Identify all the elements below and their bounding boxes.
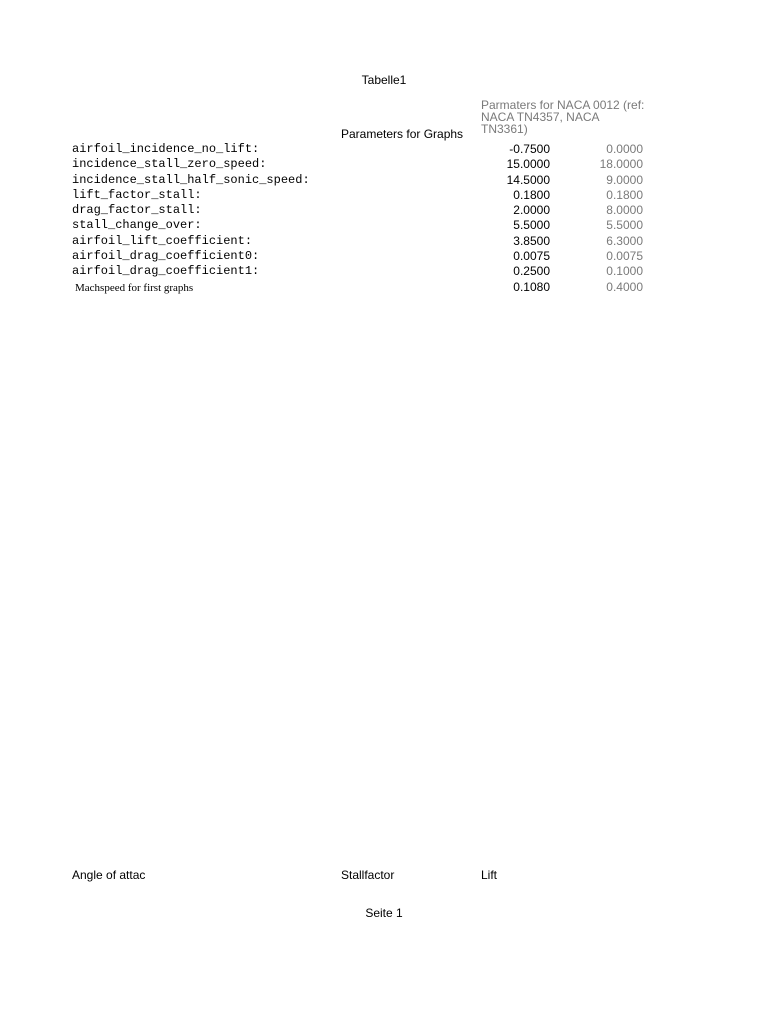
table-row <box>72 249 647 264</box>
parameter-name: airfoil_incidence_no_lift: <box>72 142 260 156</box>
parameter-name: Machspeed for first graphs <box>75 281 194 294</box>
parameters-table <box>72 142 647 295</box>
parameter-name: incidence_stall_half_sonic_speed: <box>72 172 310 187</box>
parameter-name: incidence_stall_zero_speed: <box>72 157 267 172</box>
table-row <box>72 173 647 188</box>
page-footer: Seite 1 <box>365 906 403 920</box>
table-row <box>72 203 647 218</box>
naca-value: 0.0075 <box>606 249 643 264</box>
graphs-value: -0.7500 <box>509 142 550 156</box>
graphs-value: 5.5000 <box>513 218 550 233</box>
graphs-value: 0.1080 <box>513 279 550 294</box>
parameter-name: drag_factor_stall: <box>72 203 202 218</box>
graphs-value: 15.0000 <box>506 157 550 172</box>
angle-of-attack-label: Angle of attac <box>72 868 146 882</box>
graphs-value: 0.1800 <box>513 187 550 202</box>
graphs-value: 3.8500 <box>513 233 550 248</box>
naca-value: 5.5000 <box>606 218 643 233</box>
stallfactor-label: Stallfactor <box>341 868 395 882</box>
graphs-value: 14.5000 <box>506 172 550 187</box>
naca-value: 0.1800 <box>606 187 643 202</box>
graphs-value: 0.2500 <box>513 264 550 279</box>
graphs-value: 0.0075 <box>513 249 550 264</box>
naca-value: 0.1000 <box>606 264 643 279</box>
table-row <box>72 142 647 157</box>
parameter-name: stall_change_over: <box>72 218 202 233</box>
table-row <box>72 280 647 295</box>
naca-value: 0.0000 <box>606 142 643 156</box>
page-title: Tabelle1 <box>361 73 407 87</box>
table-row <box>72 218 647 233</box>
table-row <box>72 234 647 249</box>
column-header-naca-0012: Parmaters for NACA 0012 (ref: NACA TN4357, NACA TN3361) <box>481 98 645 136</box>
naca-value: 18.0000 <box>599 157 643 172</box>
table-row <box>72 188 647 203</box>
parameter-name: airfoil_lift_coefficient: <box>72 233 253 248</box>
table-row <box>72 264 647 279</box>
naca-value: 0.4000 <box>606 279 643 294</box>
lift-label: Lift <box>481 868 498 882</box>
parameter-name: lift_factor_stall: <box>72 187 202 202</box>
table-row <box>72 157 647 172</box>
naca-value: 9.0000 <box>606 172 643 187</box>
graphs-value: 2.0000 <box>513 203 550 218</box>
parameter-name: airfoil_drag_coefficient1: <box>72 264 260 279</box>
column-header-parameters-for-graphs: Parameters for Graphs <box>341 127 464 141</box>
parameter-name: airfoil_drag_coefficient0: <box>72 249 260 264</box>
naca-value: 8.0000 <box>606 203 643 218</box>
naca-value: 6.3000 <box>606 233 643 248</box>
